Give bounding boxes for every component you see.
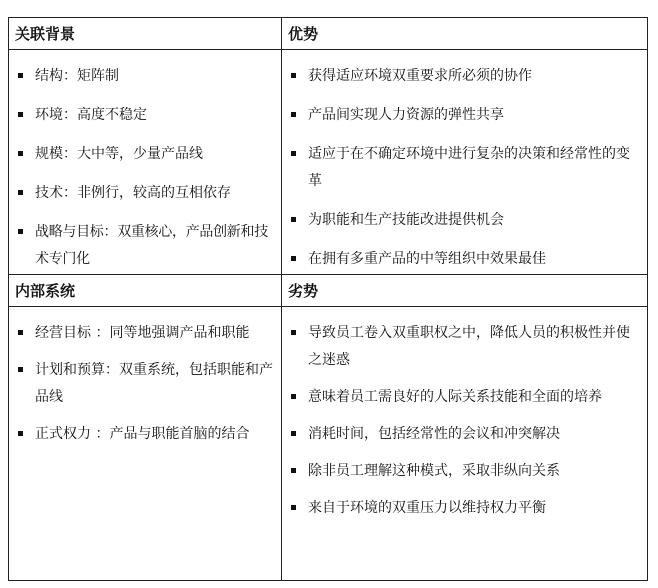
internal-item: 经营目标 ：同等地强调产品和职能 (17, 320, 273, 347)
disadvantages-cell (282, 307, 647, 580)
advantages-item: 产品间实现人力资源的弹性共享 (290, 102, 639, 129)
internal-item: 计划和预算：双重系统，包括职能和产品线 (17, 357, 273, 411)
background-list (17, 63, 273, 273)
internal-item: 正式权力 ：产品与职能首脑的结合 (17, 421, 273, 448)
disadvantages-item: 除非员工理解这种模式，采取非纵向关系 (290, 458, 639, 485)
matrix-structure-table (8, 17, 648, 581)
background-item: 技术：非例行，较高的互相依存 (17, 180, 273, 207)
disadvantages-item: 意味着员工需良好的人际关系技能和全面的培养 (290, 384, 639, 411)
advantages-header-text: 优势 (288, 25, 319, 43)
background-item: 规模：大中等，少量产品线 (17, 141, 273, 168)
disadvantages-item: 消耗时间，包括经常性的会议和冲突解决 (290, 421, 639, 448)
advantages-item: 获得适应环境双重要求所必须的协作 (290, 63, 639, 90)
advantages-item: 适应于在不确定环境中进行复杂的决策和经常性的变革 (290, 141, 639, 195)
background-cell (9, 50, 282, 275)
disadvantages-header (282, 275, 647, 307)
advantages-cell (282, 50, 647, 275)
internal-header-text: 内部系统 (15, 282, 76, 300)
disadvantages-header-text: 劣势 (288, 282, 319, 300)
internal-header (9, 275, 282, 307)
disadvantages-item: 来自于环境的双重压力以维持权力平衡 (290, 495, 639, 522)
internal-cell (9, 307, 282, 580)
background-item: 战略与目标：双重核心，产品创新和技术专门化 (17, 219, 273, 273)
advantages-header (282, 18, 647, 50)
background-item: 结构：矩阵制 (17, 63, 273, 90)
background-header-text: 关联背景 (15, 25, 76, 43)
internal-list (17, 320, 273, 448)
background-item: 环境：高度不稳定 (17, 102, 273, 129)
advantages-item: 为职能和生产技能改进提供机会 (290, 207, 639, 234)
background-header (9, 18, 282, 50)
disadvantages-item: 导致员工卷入双重职权之中，降低人员的积极性并使之迷惑 (290, 320, 639, 374)
advantages-list (290, 63, 639, 273)
disadvantages-list (290, 320, 639, 522)
advantages-item: 在拥有多重产品的中等组织中效果最佳 (290, 246, 639, 273)
